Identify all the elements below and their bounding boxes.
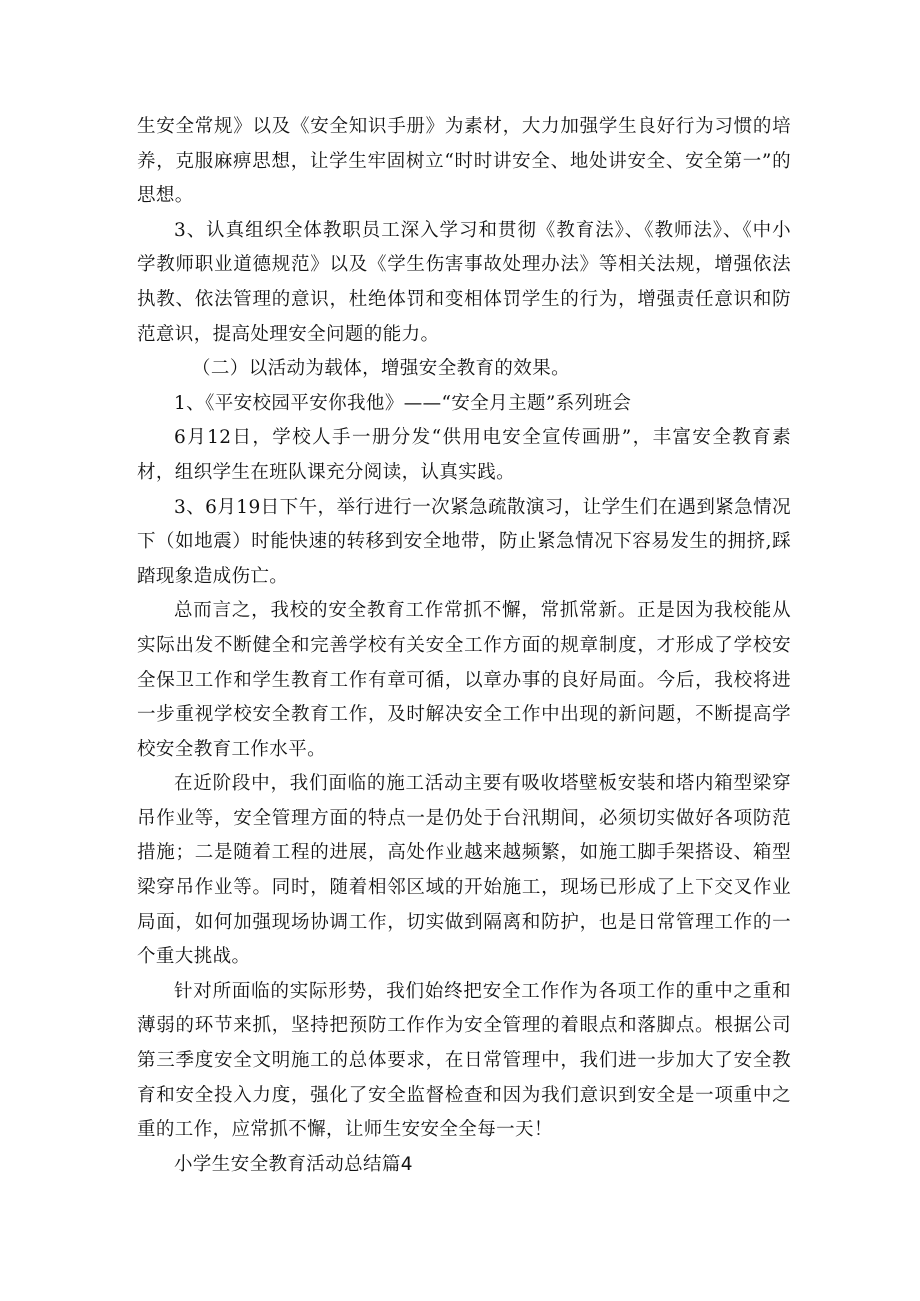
- paragraph-item-1-class-meeting: 1、《平安校园平安你我他》——“安全月主题”系列班会: [174, 392, 632, 414]
- paragraph-situation-response: 针对所面临的实际形势，我们始终把安全工作作为各项工作的重中之重和薄弱的环节来抓，坚持把预防工作作为安全管理的着眼点和落脚点。根据公司第三季度安全文明施工的总体要求，在日常管理中，我们进一步加大了安全教育和安全投入力度，强化了安全监督检查和因为我们意识到安全是一项重中之重的工作，应常抓不懈，让师生安安全全每一天！: [137, 980, 791, 1141]
- paragraph-continuation: 生安全常规》以及《安全知识手册》为素材，大力加强学生良好行为习惯的培养，克服麻痹思想，让学生牢固树立“时时讲安全、地处讲安全、安全第一”的思想。: [137, 116, 791, 207]
- document-subtitle: 小学生安全教育活动总结篇4: [174, 1153, 413, 1175]
- paragraph-june-12: 6月12日，学校人手一册分发“供用电安全宣传画册”，丰富安全教育素材，组织学生在班队课充分阅读，认真实践。: [137, 427, 791, 483]
- paragraph-item-3-study-laws: 3、认真组织全体教职员工深入学习和贯彻《教育法》、《教师法》、《中小学教师职业道德规范》以及《学生伤害事故处理办法》等相关法规，增强依法执教、依法管理的意识，杜绝体罚和变相体罚学生的行为，增强责任意识和防范意识，提高处理安全问题的能力。: [137, 219, 791, 345]
- paragraph-construction-phase: 在近阶段中，我们面临的施工活动主要有吸收塔壁板安装和塔内箱型梁穿吊作业等，安全管理方面的特点一是仍处于台汛期间，必须切实做好各项防范措施；二是随着工程的进展，高处作业越来越频繁，如施工脚手架搭设、箱型梁穿吊作业等。同时，随着相邻区域的开始施工，现场已形成了上下交叉作业局面，如何加强现场协调工作，切实做到隔离和防护，也是日常管理工作的一个重大挑战。: [137, 773, 791, 968]
- document-body: [137, 110, 791, 1182]
- paragraph-summary: 总而言之，我校的安全教育工作常抓不懈，常抓常新。正是因为我校能从实际出发不断健全和完善学校有关安全工作方面的规章制度，才形成了学校安全保卫工作和学生教育工作有章可循，以章办事的良好局面。今后，我校将进一步重视学校安全教育工作，及时解决安全工作中出现的新问题，不断提高学校安全教育工作水平。: [137, 600, 791, 760]
- paragraph-item-3-evacuation-drill: 3、6月19日下午，举行进行一次紧急疏散演习，让学生们在遇到紧急情况下（如地震）时能快速的转移到安全地带，防止紧急情况下容易发生的拥挤,踩踏现象造成伤亡。: [137, 496, 791, 587]
- section-heading-activities: （二）以活动为载体，增强安全教育的效果。: [192, 358, 571, 380]
